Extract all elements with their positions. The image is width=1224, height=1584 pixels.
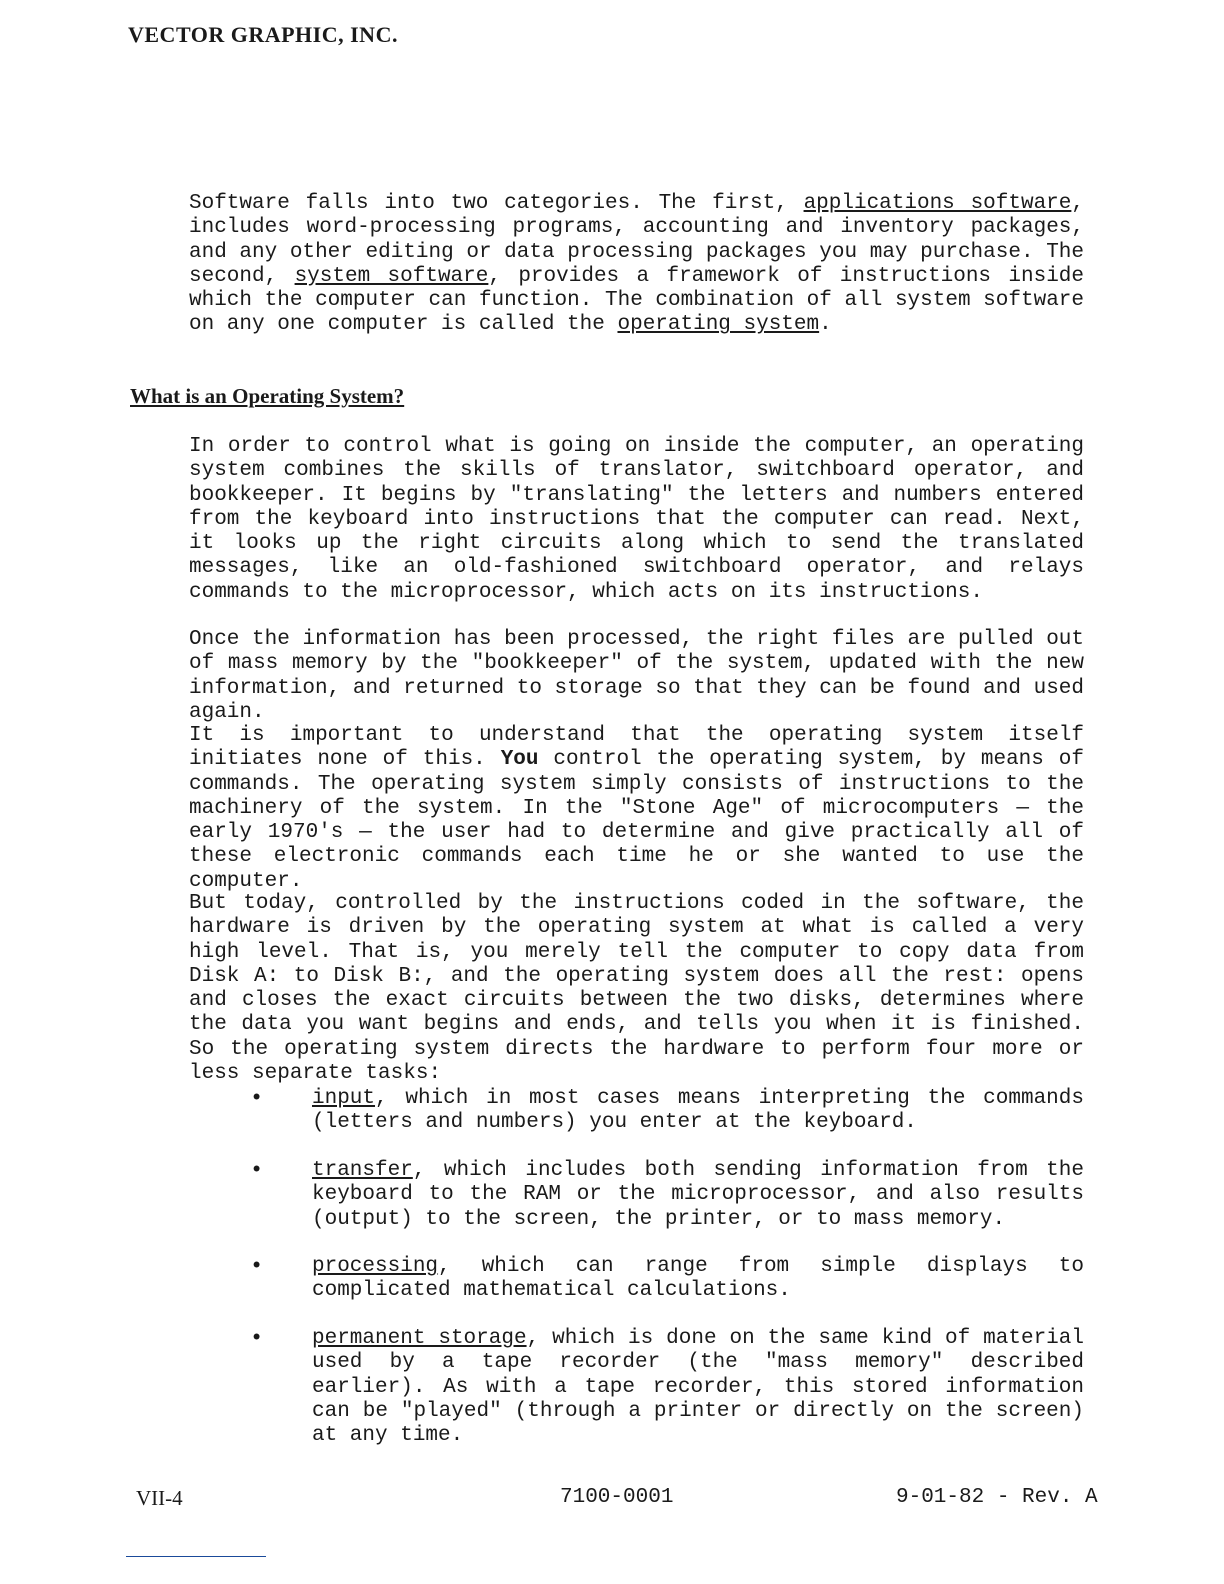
footer-doc-number: 7100-0001 [560, 1486, 674, 1509]
company-header: VECTOR GRAPHIC, INC. [128, 22, 398, 47]
bullet-term: transfer [312, 1159, 413, 1182]
section-heading: What is an Operating System? [130, 384, 405, 408]
bullet-icon: • [250, 1086, 264, 1111]
paragraph-1: In order to control what is going on inside the computer, an operating system combines the skills of translator, switchboard operator, and bookkeeper. It begins by "translating" the letters and numbers entered from the keyboard into instructions that the computer can read. Next, it looks up the right circuits along which to send the translated messages, like an old-fashioned switchboard operator, and relays commands to the microprocessor, which acts on its instructions. [189, 435, 1084, 604]
term-operating-system: operating system [617, 313, 820, 337]
paragraph-2: Once the information has been processed, the right files are pulled out of mass memory by the "bookkeeper" of the system, updated with the new information, and returned to storage so that they can be found and used again. [189, 628, 1084, 724]
bullet-term: permanent storage [312, 1327, 527, 1350]
footer-revision: 9-01-82 - Rev. A [896, 1486, 1098, 1509]
term-applications-software: applications software [803, 192, 1072, 215]
paragraph-3: It is important to understand that the operating system itself initiates none of this. You control the operating system, by means of commands. The operating system simply consists of instructions to the machinery of the system. In the "Stone Age" of microcomputers — the early 1970's — the user had to determine and give practically all of these electronic commands each time he or she wanted to use the computer. [189, 724, 1084, 893]
bullet-term: processing [312, 1255, 439, 1278]
bullet-icon: • [250, 1254, 264, 1279]
bullet-icon: • [250, 1326, 264, 1351]
intro-paragraph: Software falls into two categories. The first, applications software, includes word-processing programs, accounting and inventory packages, and any other editing or data processing packages you may purchase. The second, system software, provides a framework of instructions inside which the computer can function. The combination of all system software on any one computer is called the operating system. [189, 192, 1085, 337]
bullet-item-transfer: • transfer, which includes both sending information from the keyboard to the RAM or the microprocessor, and also results (output) to the screen, the printer, or to mass memory. [250, 1158, 1084, 1231]
term-system-software: system software [294, 264, 489, 288]
paragraph-4: But today, controlled by the instructions coded in the software, the hardware is driven by the operating system at what is called a very high level. That is, you merely tell the computer to copy data from Disk A: to Disk B:, and the operating system does all the rest: opens and closes the exact circuits between the two disks, determines where the data you want begins and ends, and tells you when it is finished. So the operating system directs the hardware to perform four more or less separate tasks: [189, 892, 1084, 1086]
bullet-item-processing: • processing, which can range from simple displays to complicated mathematical calculations. [250, 1254, 1084, 1303]
emphasis-you: You [500, 748, 539, 772]
bullet-term: input [312, 1087, 376, 1110]
bullet-item-input: • input, which in most cases means interpreting the commands (letters and numbers) you enter at the keyboard. [250, 1086, 1084, 1135]
bullet-item-permanent-storage: • permanent storage, which is done on the same kind of material used by a tape recorder (the "mass memory" described earlier). As with a tape recorder, this stored information can be "played" (through a printer or directly on the screen) at any time. [250, 1326, 1084, 1448]
bottom-rule [126, 1556, 266, 1557]
bullet-icon: • [250, 1158, 264, 1183]
footer-page-number: VII-4 [136, 1486, 183, 1510]
